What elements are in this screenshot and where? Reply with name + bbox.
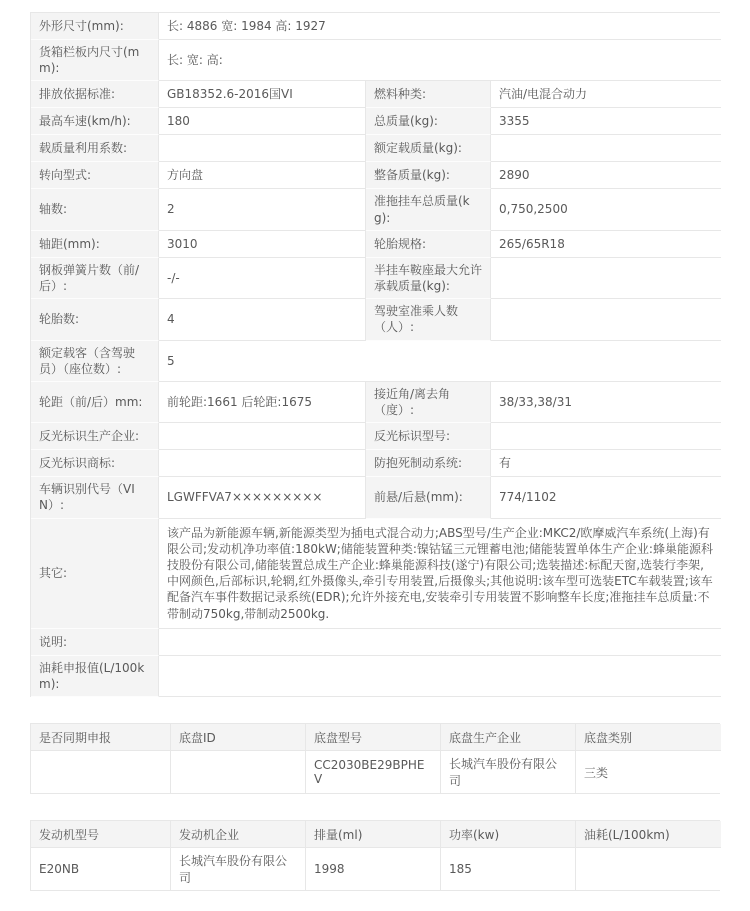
spec-label: 半挂车鞍座最大允许承载质量(kg):: [366, 258, 491, 299]
vehicle-spec-table: [30, 12, 720, 697]
spec-label: 防抱死制动系统:: [366, 450, 491, 477]
spec-label: 说明:: [31, 629, 159, 656]
spec-row-load-coefficient: [31, 135, 719, 162]
engine-cell: 185: [441, 848, 576, 890]
spec-label: 载质量利用系数:: [31, 135, 159, 162]
spec-row-speed-mass: [31, 108, 719, 135]
spec-value: GB18352.6-2016国VI: [159, 81, 366, 108]
spec-label: 燃料种类:: [366, 81, 491, 108]
spec-row-tire-count-cab-seats: [31, 299, 719, 340]
spec-value: -/-: [159, 258, 366, 299]
engine-col-header: 排量(ml): [306, 821, 441, 848]
spec-row-emission-fuel: [31, 81, 719, 108]
spec-row-dimensions: [31, 13, 719, 40]
engine-col-header: 油耗(L/100km): [576, 821, 721, 848]
chassis-cell: 三类: [576, 751, 721, 793]
spec-label: 外形尺寸(mm):: [31, 13, 159, 40]
spec-value: 3355: [491, 108, 721, 135]
spec-label: 准拖挂车总质量(kg):: [366, 189, 491, 230]
engine-cell: 1998: [306, 848, 441, 890]
spec-label: 反光标识商标:: [31, 450, 159, 477]
spec-value: 长: 宽: 高:: [159, 40, 721, 81]
chassis-col-header: 是否同期申报: [31, 724, 171, 751]
spec-row-cargo-box-size: [31, 40, 719, 81]
spec-label: 转向型式:: [31, 162, 159, 189]
spec-value: 5: [159, 341, 721, 382]
spec-row-other: [31, 519, 719, 629]
spec-row-reflector-brand-abs: [31, 450, 719, 477]
spec-label: 排放依据标准:: [31, 81, 159, 108]
spec-value: 2: [159, 189, 366, 230]
chassis-col-header: 底盘ID: [171, 724, 306, 751]
spec-label: 货箱栏板内尺寸(mm):: [31, 40, 159, 81]
spec-label: 前悬/后悬(mm):: [366, 477, 491, 518]
spec-value: 180: [159, 108, 366, 135]
spec-value: 0,750,2500: [491, 189, 721, 230]
chassis-table: [30, 723, 720, 794]
spec-label: 轮胎数:: [31, 299, 159, 340]
spec-value: [159, 629, 721, 656]
spec-value: 有: [491, 450, 721, 477]
spec-value: [159, 135, 366, 162]
chassis-header-row: [31, 724, 719, 751]
spec-value: 汽油/电混合动力: [491, 81, 721, 108]
spec-label: 接近角/离去角（度）:: [366, 382, 491, 423]
spec-label: 轴数:: [31, 189, 159, 230]
spec-label: 额定载客（含驾驶员）（座位数）:: [31, 341, 159, 382]
spec-value: LGWFFVA7×××××××××: [159, 477, 366, 518]
chassis-cell: [31, 751, 171, 793]
engine-data-row: [31, 848, 719, 890]
engine-cell: 长城汽车股份有限公司: [171, 848, 306, 890]
spec-value: 265/65R18: [491, 231, 721, 258]
spec-row-steering-curb-weight: [31, 162, 719, 189]
spec-value: 前轮距:1661 后轮距:1675: [159, 382, 366, 423]
spec-label: 整备质量(kg):: [366, 162, 491, 189]
engine-header-row: [31, 821, 719, 848]
spec-value: [491, 423, 721, 450]
spec-label: 其它:: [31, 519, 159, 629]
spec-label: 驾驶室准乘人数（人）:: [366, 299, 491, 340]
chassis-cell: [171, 751, 306, 793]
spec-value: [159, 423, 366, 450]
spec-value: [159, 450, 366, 477]
spec-label: 额定载质量(kg):: [366, 135, 491, 162]
chassis-data-row: [31, 751, 719, 793]
spec-label: 总质量(kg):: [366, 108, 491, 135]
engine-table: [30, 820, 720, 891]
spec-value: 774/1102: [491, 477, 721, 518]
spec-row-notes: [31, 629, 719, 656]
spec-label: 钢板弹簧片数（前/后）:: [31, 258, 159, 299]
spec-label: 车辆识别代号（VIN）:: [31, 477, 159, 518]
engine-col-header: 功率(kw): [441, 821, 576, 848]
chassis-col-header: 底盘生产企业: [441, 724, 576, 751]
spec-value: 方向盘: [159, 162, 366, 189]
engine-cell: [576, 848, 721, 890]
engine-cell: E20NB: [31, 848, 171, 890]
spec-row-reflector-maker-model: [31, 423, 719, 450]
spec-value: 长: 4886 宽: 1984 高: 1927: [159, 13, 721, 40]
chassis-cell: CC2030BE29BPHEV: [306, 751, 441, 793]
spec-row-wheelbase-tires: [31, 231, 719, 258]
spec-row-springs-saddle: [31, 258, 719, 299]
chassis-col-header: 底盘类别: [576, 724, 721, 751]
engine-col-header: 发动机企业: [171, 821, 306, 848]
spec-value: 38/33,38/31: [491, 382, 721, 423]
spec-label: 最高车速(km/h):: [31, 108, 159, 135]
spec-value: 2890: [491, 162, 721, 189]
spec-value: 3010: [159, 231, 366, 258]
spec-label: 油耗申报值(L/100km):: [31, 656, 159, 697]
spec-value: [491, 299, 721, 340]
spec-value: 4: [159, 299, 366, 340]
spec-label: 轴距(mm):: [31, 231, 159, 258]
chassis-col-header: 底盘型号: [306, 724, 441, 751]
spec-value: [491, 135, 721, 162]
spec-row-fuel-declared: [31, 656, 719, 697]
engine-col-header: 发动机型号: [31, 821, 171, 848]
spec-label: 轮距（前/后）mm:: [31, 382, 159, 423]
spec-label: 反光标识型号:: [366, 423, 491, 450]
spec-value-other-remarks: 该产品为新能源车辆,新能源类型为插电式混合动力;ABS型号/生产企业:MKC2/欧摩威汽车系统(上海)有限公司;发动机净功率值:180kW;储能装置种类:镍钴锰三元锂蓄电池;储能装置单体生产企业:蜂巢能源科技股份有限公司,储能装置总成生产企业:蜂巢能源科技(遂宁)有限公司;选装描述:标配天窗,选装行李架,中网颜色,后部标识,轮辋,红外摄像头,牵引专用装置,后摄像头;其他说明:该车型可选装ETC车载装置;该车配备汽车事件数据记录系统(EDR);允许外接充电,安装牵引专用装置不影响整车长度;准拖挂车总质量:不带制动750kg,带制动2500kg.: [159, 519, 721, 629]
spec-value: [491, 258, 721, 299]
chassis-cell: 长城汽车股份有限公司: [441, 751, 576, 793]
spec-label: 反光标识生产企业:: [31, 423, 159, 450]
spec-label: 轮胎规格:: [366, 231, 491, 258]
spec-row-vin-overhang: [31, 477, 719, 518]
spec-row-track-angles: [31, 382, 719, 423]
spec-value: [159, 656, 721, 697]
spec-row-seating-capacity: [31, 341, 719, 382]
spec-row-axles-trailer-mass: [31, 189, 719, 230]
